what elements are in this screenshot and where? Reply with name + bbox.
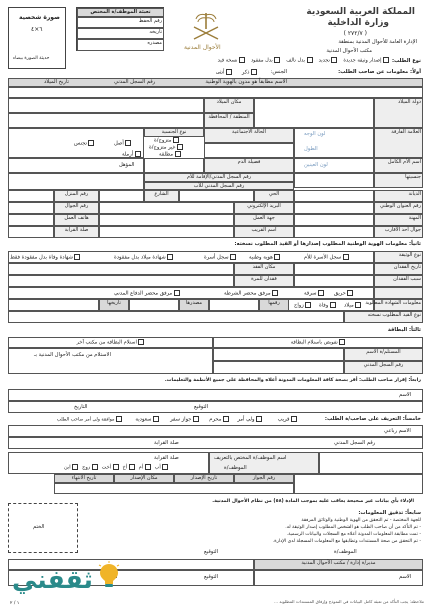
mobile-value[interactable] (8, 202, 54, 214)
official-use-box (76, 7, 164, 51)
declaration-row-2 (8, 401, 423, 413)
lightbulb-icon (98, 561, 120, 589)
form-number: ( ٢٧٢/٧ ) (343, 30, 367, 37)
loss-place-label: مكان الفقد (234, 263, 294, 275)
kingdom-title: المملكة العربية السعودية (306, 7, 415, 17)
attach-option-theft[interactable]: سرقة (304, 290, 324, 297)
employee-sub-label: الموظف/ة (224, 465, 247, 471)
footnote: ملاحظة: يجب التأكد من تعبئة كامل البيانات في النموذج وإرفاق المستندات المطلوبة ... (274, 599, 424, 604)
birth-country-label: دولة الميلاد (374, 98, 423, 128)
mother-civil-label: رقم السجل المدني/الإقامة للأم (144, 173, 294, 182)
receipt-title: ثالثاً: البطاقة (387, 327, 421, 333)
qualification-label: المؤهل (119, 162, 135, 168)
declaration-date-label: التاريخ (74, 404, 88, 410)
relation-option[interactable]: أب (155, 464, 169, 471)
blood-type-label: فصيلة الدم (204, 158, 294, 173)
relation-type-label: صلة القرابة (154, 455, 179, 461)
marital-option-widowed[interactable]: أرملة (122, 151, 141, 158)
identifier-name-label: الاسم رباعي (384, 428, 411, 434)
receipt-office-label: الاستلام من مكتب الأحوال المدنية بـ (34, 352, 111, 358)
attach-option-fire[interactable]: حريق (334, 290, 353, 297)
photo-title: صورة شخصية (19, 14, 60, 21)
stamp-label: الختم (33, 524, 45, 530)
verification-line-3: - تمت مطابقة المعلومات المدونة أعلاه مع السجلات والبيانات الرسمية. (286, 532, 421, 537)
official-use-title: تعبئة الموظف/ة المختص (77, 8, 164, 17)
nationality-label: جنسيتها (374, 173, 423, 188)
loss-place-value[interactable] (8, 263, 234, 275)
profession-label: المهنة (374, 214, 423, 226)
official-stamp-box (8, 503, 78, 553)
doc-option-family-mother[interactable]: سجل الأسرة للأم (304, 254, 349, 261)
nationality-value[interactable] (294, 173, 374, 188)
verification-line-2: - تم التأكد من أن صاحب الطلب هو الشخص المطلوب إصدار الوثيقة له. (285, 525, 421, 530)
district-value[interactable] (179, 190, 254, 202)
religion-value[interactable] (294, 190, 374, 202)
director-title: مدير/ة إدارة / مكتب الأحوال المدنية (254, 559, 423, 570)
declaration-name-label: الاسم (399, 392, 412, 398)
marital-option-single[interactable]: غير متزوج/ة (149, 144, 183, 151)
nationality-option-origin[interactable]: أصل (114, 140, 131, 147)
relation-option[interactable]: أخت (102, 464, 119, 471)
info-option-birth[interactable]: ميلاد (344, 302, 361, 309)
watermark (12, 559, 122, 607)
info-option-death[interactable]: وفاة (319, 302, 336, 309)
verification-line-1: للجهة المختصة - تم التحقق من الهوية الوطنية والوثائق المرفقة (301, 518, 421, 523)
relationship-value[interactable] (8, 226, 54, 238)
office-line: مكتب الأحوال المدنية (326, 48, 372, 54)
issue-date-label: تاريخ الإصدار (174, 474, 234, 483)
doc-option-national-id[interactable]: هوية وطنية (249, 254, 280, 261)
date-value[interactable] (8, 299, 99, 311)
civil-no-label: رقم السجل المدني (114, 79, 156, 85)
request-type-label: نوع الطلب: (391, 58, 421, 64)
full-name-label: الاسم مطابقاً هو مدون بالهوية الوطنية (205, 79, 287, 85)
receiver-value[interactable] (213, 348, 344, 361)
section2-title: ثانياً: معلومات الهوية الوطنية المطلوب إصدارها أو القيد المطلوب نسخته: (234, 241, 421, 247)
directorate-line: الإدارة العامة للأحوال المدنية بمنطقة (338, 39, 417, 45)
doc-option-birth-cert[interactable]: شهادة ميلاد بدل مفقودة (114, 254, 173, 261)
mobile-label: رقم الجوال (54, 202, 99, 214)
birth-place-value[interactable] (8, 98, 204, 113)
director-name-label: الاسم (399, 574, 412, 580)
work-phone-label: هاتف العمل (54, 214, 99, 226)
place-label: مكان الإصدار (114, 474, 174, 483)
identifier-row (8, 425, 423, 437)
height-label: الطول (304, 146, 318, 152)
nationality-type-label: نوع الجنسية (144, 128, 204, 137)
page-number: ١ / ٢ (10, 601, 20, 606)
request-option[interactable]: نسخة قيد (218, 57, 245, 65)
verification-employee-label: الموظف/ة (334, 549, 357, 555)
relationship-label: صلة القرابة (54, 226, 99, 238)
expiry-date-label: تاريخ الانتهاء (54, 474, 114, 483)
receiver-civil-value[interactable] (213, 361, 344, 374)
district-label: الحي (254, 190, 294, 202)
identifier-relation-label: صلة القرابة (154, 440, 179, 446)
doc-option-family-record[interactable]: سجل أسرة (204, 254, 236, 261)
declaration-row (8, 389, 423, 401)
mother-name-label: اسم الأم الكامل (374, 158, 423, 173)
home-phone-value[interactable] (8, 190, 54, 202)
receiver-civil-label: رقم السجل المدني (344, 361, 423, 374)
relation-option[interactable]: أخ (123, 464, 135, 471)
identifier-civil-label: رقم السجل المدني (334, 440, 376, 446)
section5-option-consent[interactable]: موافقة ولي أمر صاحب الطلب (57, 416, 122, 423)
source-label: مصدرها (179, 299, 209, 311)
saudi-emblem-icon (188, 9, 224, 43)
request-option[interactable]: بدل تالف (286, 57, 312, 65)
loss-count-value[interactable] (8, 275, 234, 287)
required-info-label: معلومات الشهادة المطلوبة (374, 299, 423, 311)
request-option[interactable]: تجديد (319, 57, 338, 65)
employer-label: جهة العمل (234, 214, 294, 226)
relative-name-label: اسم القريب (234, 226, 294, 238)
request-option[interactable]: إصدار وثيقة جديدة (343, 57, 389, 65)
ministry-title: وزارة الداخلية (327, 18, 389, 28)
verification-signature-label: التوقيع (204, 549, 219, 555)
warning-spacer (8, 497, 88, 498)
eye-color-label: لون العينين (304, 162, 328, 168)
gender-label: الجنس: (270, 69, 287, 75)
face-color-label: لون الوجه (304, 131, 326, 137)
relative-mobile-label: جوال أحد الأقارب (374, 226, 423, 238)
photo-box (8, 7, 66, 69)
street-label: الشارع (144, 190, 179, 202)
section7-title: سابعاً: تدقيق المعلومات: (358, 510, 421, 516)
father-civil-label: رقم السجل المدني للأب (144, 182, 294, 190)
relation-option[interactable]: أم (139, 464, 151, 471)
nationality-option-naturalized[interactable]: تجنس (74, 140, 94, 147)
info-option-marriage[interactable]: زواج (294, 302, 311, 309)
watermark-text: ثقفني (12, 565, 93, 594)
home-phone-label: رقم المنزل (54, 190, 99, 202)
marital-status-label: الحالة الاجتماعية (204, 128, 294, 143)
section4-title: رابعاً: إقرار صاحب الطلب: أقر بصحة كافة المعلومات المدونة أعلاه والمحافظة على جميع الأنظمة والتعليمات. (164, 378, 421, 383)
receiver-label: المستلم/ة الاسم (344, 348, 423, 361)
penalty-warning: الإدلاء بأي بيانات غير صحيحة يعاقب عليه بموجب المادة (٥٨) من نظام الأحوال المدنية. (212, 499, 414, 504)
loss-date-value[interactable] (294, 263, 374, 275)
number-label: رقمها (259, 299, 289, 311)
request-option[interactable]: بدل مفقود (251, 57, 280, 65)
relative-mobile-value[interactable] (294, 226, 374, 238)
file-number-label: رقم الحفظ (77, 17, 164, 28)
section5-option-guardian[interactable]: ولي أمر (237, 416, 262, 423)
document-type-label: نوع الوثيقة (374, 251, 423, 263)
receipt-option-delegation[interactable]: تفويض باستلام البطاقة (213, 337, 423, 348)
copy-type-label: نوع القيد المطلوب نسخته (344, 311, 423, 323)
profession-value[interactable] (294, 214, 374, 226)
national-address-value[interactable] (294, 202, 374, 214)
national-address-label: رقم العنوان الوطني (374, 202, 423, 214)
parent-civil-values[interactable] (8, 173, 144, 190)
section5-option-saudi[interactable]: سعودية (135, 416, 159, 423)
director-name-value[interactable] (254, 570, 423, 586)
region-label: المنطقة / المحافظة (204, 113, 254, 128)
birth-country-value[interactable] (254, 98, 374, 128)
relative-name-value[interactable] (99, 226, 234, 238)
date-label: تاريخها (99, 299, 129, 311)
name-row-values[interactable] (8, 87, 423, 98)
relation-option[interactable]: زوج (82, 464, 98, 471)
loss-count-field[interactable] (294, 275, 374, 287)
region-value[interactable] (8, 113, 204, 128)
employer-value[interactable] (99, 214, 234, 226)
email-label: البريد الإلكتروني (234, 202, 294, 214)
loss-reason-label: سبب الفقدان (374, 275, 423, 287)
civil-affairs-form (4, 3, 427, 611)
section5-option-mahram[interactable]: محرم (209, 416, 229, 423)
relation-type-options (64, 464, 168, 471)
source-value[interactable] (129, 299, 179, 311)
passport-holder[interactable] (294, 474, 423, 494)
distinguishing-mark-label: العلامة الفارقة (374, 128, 423, 158)
section5-option-passport[interactable]: جواز سفر (170, 416, 199, 423)
birth-date-label: تاريخ الميلاد (44, 79, 69, 85)
blood-type-value[interactable] (144, 158, 204, 173)
marital-option-divorced[interactable]: مطلقة (159, 151, 181, 158)
attach-option-civil-defense[interactable]: مرفق محضر الدفاع المدني (114, 290, 180, 297)
gender-female[interactable]: أنثى (216, 69, 232, 76)
copy-type-value[interactable] (8, 311, 344, 323)
religion-label: الديانة (374, 190, 423, 202)
loss-date-label: تاريخ الفقدان (374, 263, 423, 275)
number-value[interactable] (209, 299, 259, 311)
birth-place-label: مكان الميلاد (204, 98, 254, 113)
street-value[interactable] (99, 190, 144, 202)
request-type-options (139, 57, 389, 65)
attachment-label (374, 287, 423, 299)
relation-option[interactable]: ابن (64, 464, 78, 471)
work-phone-value[interactable] (8, 214, 54, 226)
passport-label: رقم الجواز (234, 474, 294, 483)
section5-option-relative[interactable]: قريب (278, 416, 297, 423)
verification-line-4: - تم التحقق من صحة المستندات وتطابقها مع المعلومات المسجلة لدى الإدارة. (272, 539, 421, 544)
gender-male[interactable]: ذكر (242, 69, 257, 76)
receipt-option-other-office[interactable]: استلام البطاقة من مكتب آخر (8, 337, 213, 348)
declaration-signature-label: التوقيع (194, 404, 209, 410)
passport-values[interactable] (54, 483, 294, 494)
doc-option-death-cert[interactable]: شهادة وفاة بدل مفقودة فقط (10, 254, 80, 261)
marital-status-value[interactable] (204, 143, 294, 158)
director-signature-label: التوقيع (204, 574, 219, 580)
employee-title: اسم الموظف/ة المختص بالتعريف (214, 455, 287, 461)
email-value[interactable] (99, 202, 234, 214)
marital-option-married[interactable]: متزوج/ة (154, 137, 179, 144)
employee-value[interactable] (319, 452, 423, 474)
photo-size: ٦×٤ (31, 26, 43, 33)
section1-title: أولاً: معلومات عن صاحب الطلب: (338, 69, 421, 75)
file-date-label: تاريخه (77, 28, 164, 39)
civil-affairs-logo-text: الأحوال المدنية (184, 44, 221, 51)
photo-note: حديثة الصورة بيضاء (13, 56, 50, 61)
attach-option-police-report[interactable]: مرفق محضر الشرطة (224, 290, 278, 297)
loss-count-label: فقدان للمرة (234, 275, 294, 287)
section5-title: خامساً: التعريف على صاحب/ة الطلب: (324, 416, 421, 422)
file-source-label: مصدره (77, 39, 164, 51)
